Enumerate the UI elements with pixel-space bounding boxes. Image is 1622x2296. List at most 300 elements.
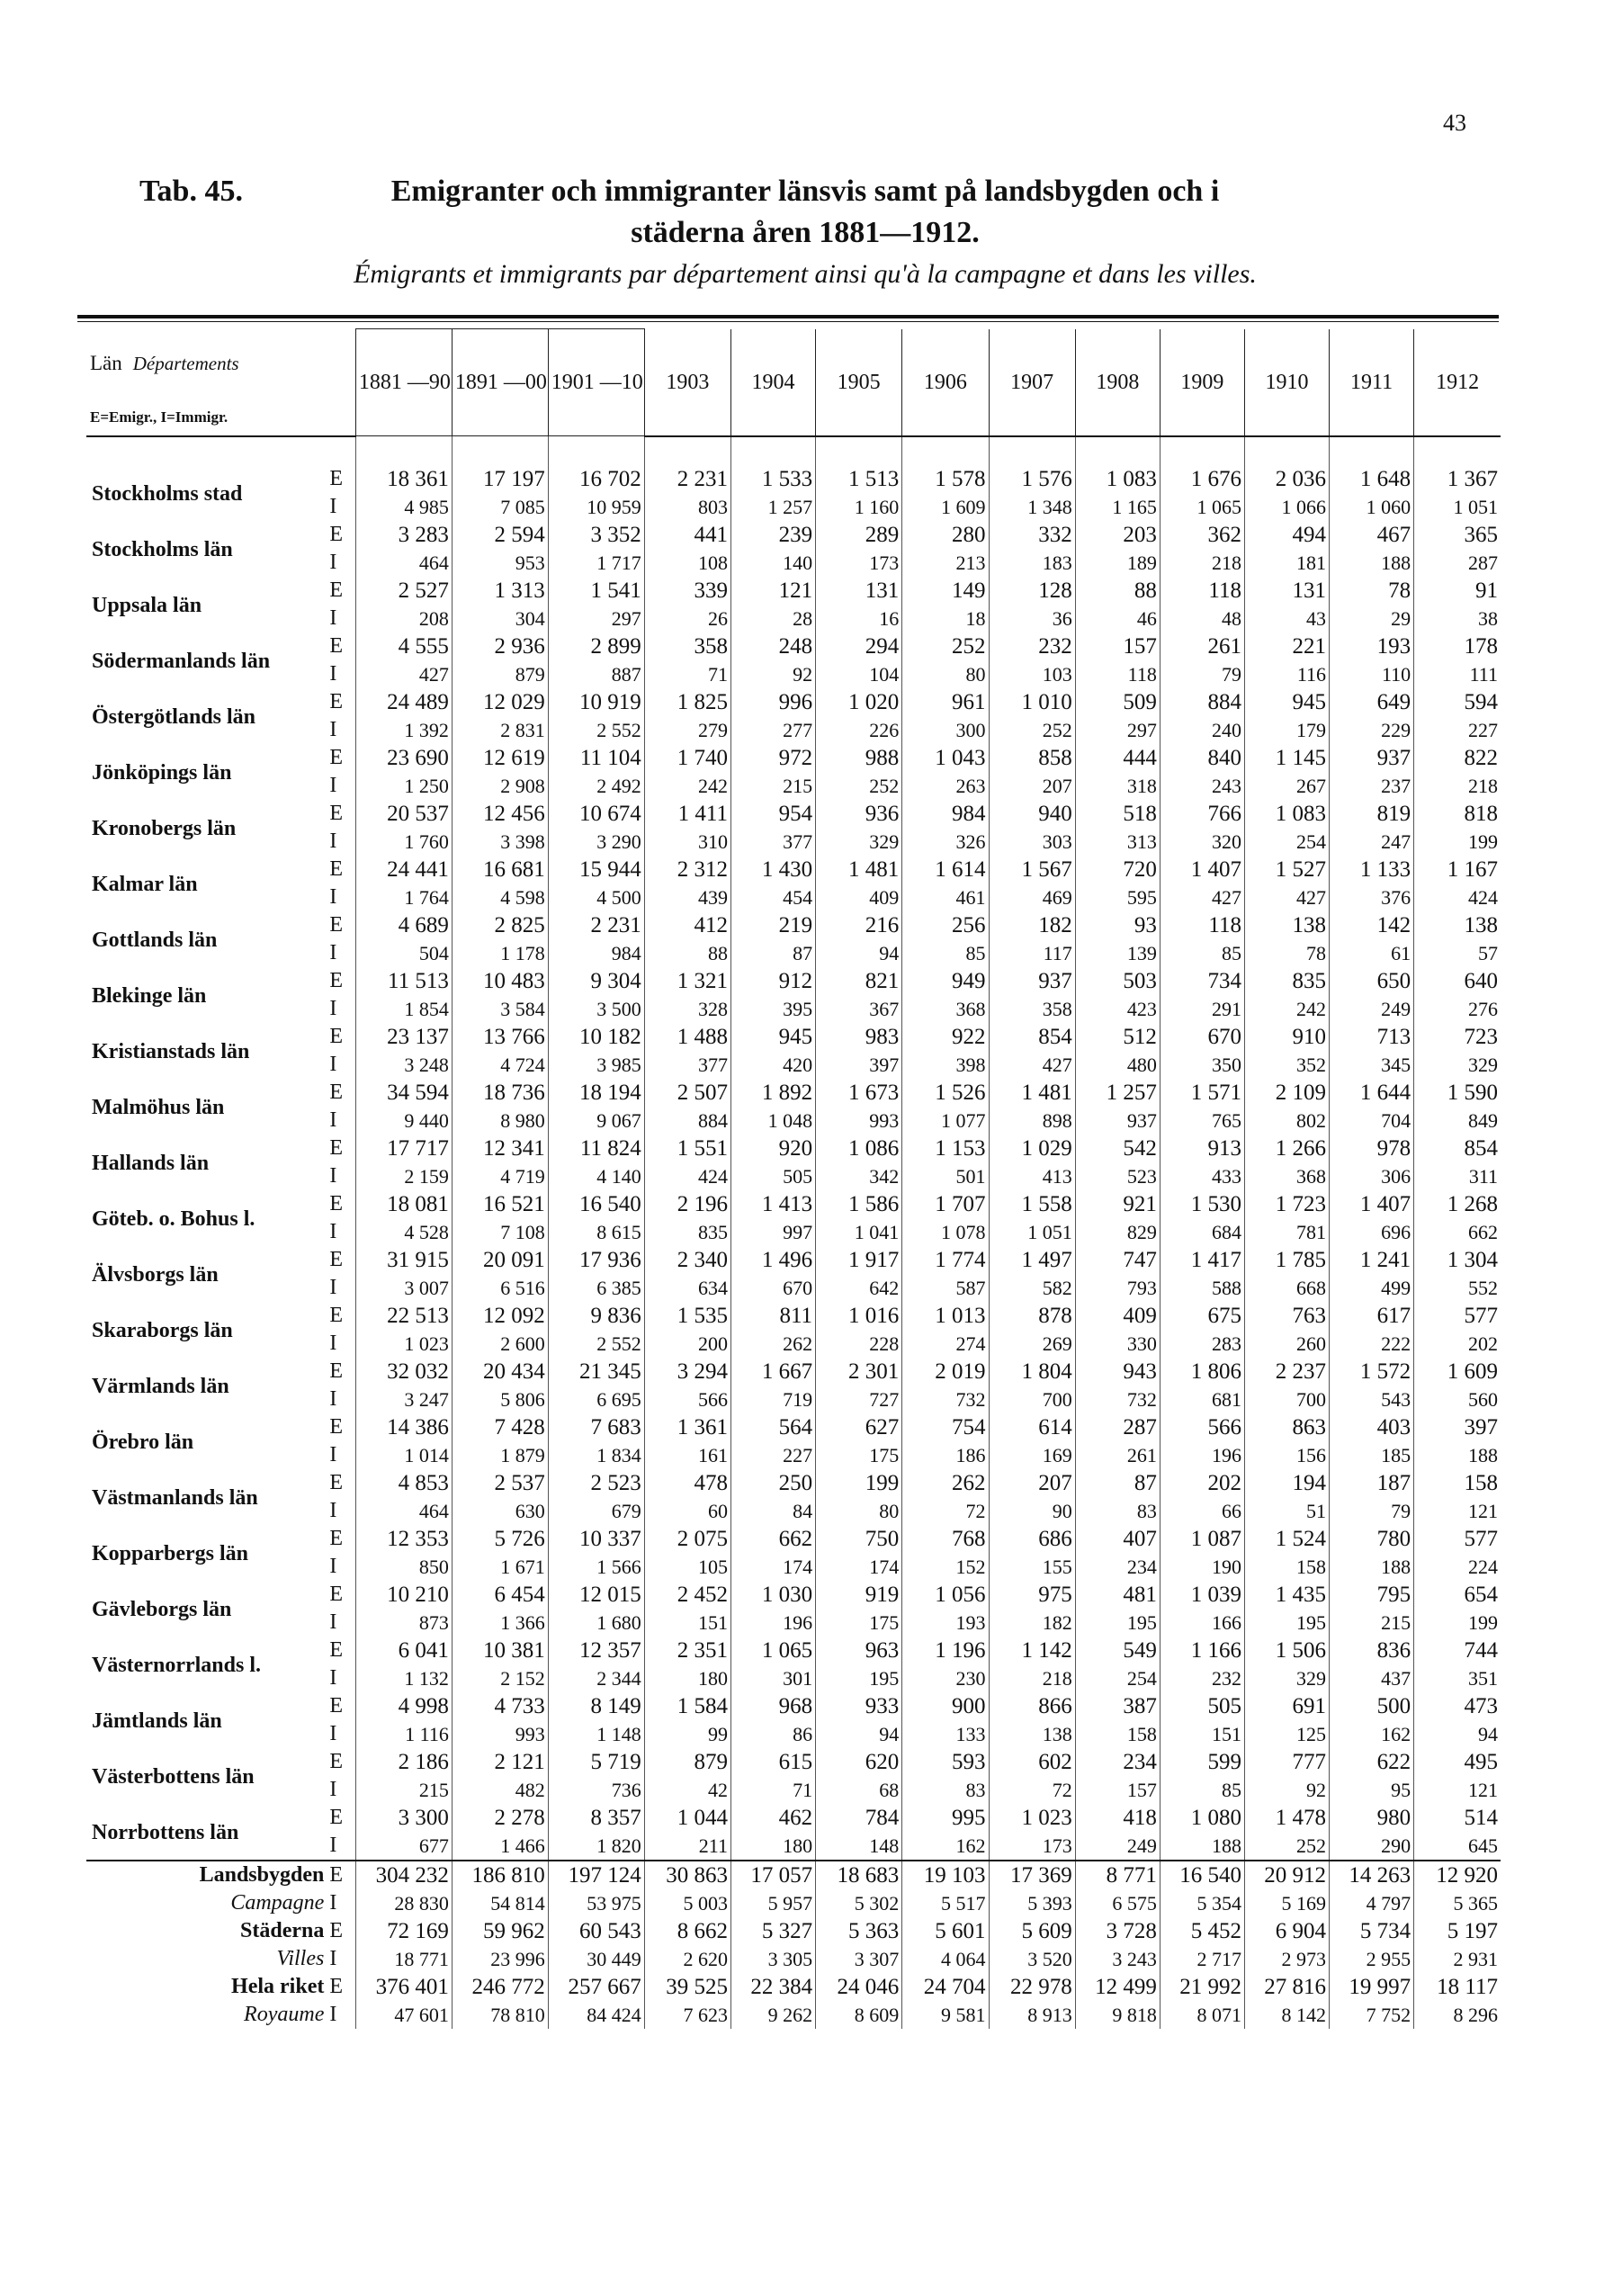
total-row xyxy=(86,1889,1501,1917)
value-cell: 252 xyxy=(816,772,902,800)
value-cell: 78 xyxy=(1244,939,1329,967)
table-row xyxy=(86,1469,1501,1497)
ei-marker: I xyxy=(329,605,337,630)
value-cell: 173 xyxy=(816,549,902,577)
value-cell: 3 243 xyxy=(1075,1945,1160,1973)
value-cell: 937 xyxy=(1330,744,1414,772)
value-cell: 1 257 xyxy=(1075,1079,1160,1107)
table-row xyxy=(86,1079,1501,1107)
value-cell: 403 xyxy=(1330,1413,1414,1441)
total-row xyxy=(86,1973,1501,2001)
value-cell: 945 xyxy=(1244,688,1329,716)
value-cell: 2 351 xyxy=(644,1637,730,1664)
value-cell: 884 xyxy=(644,1107,730,1135)
value-cell: 622 xyxy=(1330,1748,1414,1776)
value-cell: 91 xyxy=(1414,577,1501,605)
emigration-table xyxy=(86,328,1501,2029)
value-cell: 630 xyxy=(452,1497,548,1525)
county-label xyxy=(86,1748,327,1804)
value-cell: 649 xyxy=(1330,688,1414,716)
value-cell: 505 xyxy=(1160,1692,1244,1720)
total-label-fr: Villes xyxy=(276,1946,325,1970)
value-cell: 1 609 xyxy=(1414,1358,1501,1386)
value-cell: 9 440 xyxy=(355,1107,452,1135)
value-cell: 645 xyxy=(1414,1832,1501,1861)
value-cell: 5 517 xyxy=(902,1889,989,1917)
value-cell: 4 140 xyxy=(548,1162,644,1190)
value-cell: 218 xyxy=(989,1664,1075,1692)
value-cell: 518 xyxy=(1075,800,1160,828)
value-cell: 878 xyxy=(989,1302,1075,1330)
value-cell: 961 xyxy=(902,688,989,716)
value-cell: 437 xyxy=(1330,1664,1414,1692)
county-name: Södermanlands län xyxy=(92,649,271,673)
value-cell: 1 065 xyxy=(1160,493,1244,521)
value-cell: 329 xyxy=(816,828,902,856)
value-cell: 78 810 xyxy=(452,2001,548,2029)
value-cell: 242 xyxy=(644,772,730,800)
value-cell: 276 xyxy=(1414,995,1501,1023)
value-cell: 1 367 xyxy=(1414,465,1501,493)
table-row xyxy=(86,911,1501,939)
value-cell: 2 955 xyxy=(1330,1945,1414,1973)
value-cell: 802 xyxy=(1244,1107,1329,1135)
value-cell: 1 825 xyxy=(644,688,730,716)
value-cell: 1 478 xyxy=(1244,1804,1329,1832)
value-cell: 469 xyxy=(989,883,1075,911)
value-cell: 912 xyxy=(730,967,815,995)
value-cell: 615 xyxy=(730,1748,815,1776)
value-cell: 290 xyxy=(1330,1832,1414,1861)
table-row xyxy=(86,1637,1501,1664)
value-cell: 441 xyxy=(644,521,730,549)
county-name: Jämtlands län xyxy=(92,1709,222,1733)
value-cell: 634 xyxy=(644,1274,730,1302)
value-cell: 940 xyxy=(989,800,1075,828)
value-cell: 242 xyxy=(1244,995,1329,1023)
county-name: Älvsborgs län xyxy=(92,1262,219,1287)
col-header: 1881 —90 xyxy=(355,329,452,436)
value-cell: 22 384 xyxy=(730,1973,815,2001)
value-cell: 376 xyxy=(1330,883,1414,911)
value-cell: 252 xyxy=(902,632,989,660)
value-cell: 5 302 xyxy=(816,1889,902,1917)
value-cell: 7 752 xyxy=(1330,2001,1414,2029)
ei-marker: E xyxy=(329,912,344,937)
value-cell: 1 723 xyxy=(1244,1190,1329,1218)
value-cell: 993 xyxy=(452,1720,548,1748)
value-cell: 8 296 xyxy=(1414,2001,1501,2029)
value-cell: 461 xyxy=(902,883,989,911)
value-cell: 239 xyxy=(730,521,815,549)
ei-marker: I xyxy=(329,1498,337,1522)
value-cell: 427 xyxy=(989,1051,1075,1079)
value-cell: 954 xyxy=(730,800,815,828)
stub-header xyxy=(86,329,355,436)
value-cell: 736 xyxy=(548,1776,644,1804)
value-cell: 3 300 xyxy=(355,1804,452,1832)
ei-marker: E xyxy=(329,1470,344,1494)
ei-marker: E xyxy=(329,1024,344,1048)
header-row xyxy=(86,329,1501,436)
value-cell: 700 xyxy=(1244,1386,1329,1413)
value-cell: 1 250 xyxy=(355,772,452,800)
value-cell: 473 xyxy=(1414,1692,1501,1720)
value-cell: 850 xyxy=(355,1553,452,1581)
col-header: 1901 —10 xyxy=(548,329,644,436)
value-cell: 784 xyxy=(816,1804,902,1832)
ei-marker: E xyxy=(329,1918,344,1942)
value-cell: 328 xyxy=(644,995,730,1023)
col-header: 1911 xyxy=(1330,329,1414,436)
value-cell: 12 456 xyxy=(452,800,548,828)
value-cell: 53 975 xyxy=(548,1889,644,1917)
value-cell: 1 077 xyxy=(902,1107,989,1135)
value-cell: 22 513 xyxy=(355,1302,452,1330)
value-cell: 454 xyxy=(730,883,815,911)
value-cell: 6 575 xyxy=(1075,1889,1160,1917)
value-cell: 642 xyxy=(816,1274,902,1302)
value-cell: 6 516 xyxy=(452,1274,548,1302)
county-label xyxy=(86,1413,327,1469)
value-cell: 504 xyxy=(355,939,452,967)
value-cell: 196 xyxy=(730,1609,815,1637)
value-cell: 11 824 xyxy=(548,1135,644,1162)
value-cell: 2 492 xyxy=(548,772,644,800)
value-cell: 2 121 xyxy=(452,1748,548,1776)
value-cell: 99 xyxy=(644,1720,730,1748)
value-cell: 5 734 xyxy=(1330,1917,1414,1945)
table-row xyxy=(86,577,1501,605)
value-cell: 131 xyxy=(816,577,902,605)
value-cell: 691 xyxy=(1244,1692,1329,1720)
value-cell: 1 488 xyxy=(644,1023,730,1051)
value-cell: 260 xyxy=(1244,1330,1329,1358)
ei-marker: E xyxy=(329,1526,344,1550)
value-cell: 1 361 xyxy=(644,1413,730,1441)
ei-marker: E xyxy=(329,745,344,769)
value-cell: 6 695 xyxy=(548,1386,644,1413)
value-cell: 1 506 xyxy=(1244,1637,1329,1664)
value-cell: 2 152 xyxy=(452,1664,548,1692)
value-cell: 9 581 xyxy=(902,2001,989,2029)
value-cell: 262 xyxy=(902,1469,989,1497)
value-cell: 3 352 xyxy=(548,521,644,549)
value-cell: 151 xyxy=(644,1609,730,1637)
value-cell: 263 xyxy=(902,772,989,800)
value-cell: 1 060 xyxy=(1330,493,1414,521)
col-header: 1912 xyxy=(1414,329,1501,436)
header-rule-thick xyxy=(77,315,1499,318)
value-cell: 1 304 xyxy=(1414,1246,1501,1274)
value-cell: 732 xyxy=(1075,1386,1160,1413)
value-cell: 222 xyxy=(1330,1330,1414,1358)
value-cell: 215 xyxy=(730,772,815,800)
ei-marker: I xyxy=(329,1665,337,1690)
value-cell: 662 xyxy=(730,1525,815,1553)
value-cell: 1 584 xyxy=(644,1692,730,1720)
value-cell: 1 644 xyxy=(1330,1079,1414,1107)
county-name: Värmlands län xyxy=(92,1374,229,1398)
value-cell: 1 268 xyxy=(1414,1190,1501,1218)
value-cell: 587 xyxy=(902,1274,989,1302)
value-cell: 12 015 xyxy=(548,1581,644,1609)
value-cell: 1 417 xyxy=(1160,1246,1244,1274)
value-cell: 2 908 xyxy=(452,772,548,800)
value-cell: 158 xyxy=(1075,1720,1160,1748)
value-cell: 12 499 xyxy=(1075,1973,1160,2001)
ei-marker: E xyxy=(329,1414,344,1439)
value-cell: 279 xyxy=(644,716,730,744)
value-cell: 854 xyxy=(989,1023,1075,1051)
ei-marker: I xyxy=(329,1721,337,1745)
county-label xyxy=(86,1246,327,1302)
value-cell: 18 194 xyxy=(548,1079,644,1107)
value-cell: 1 535 xyxy=(644,1302,730,1330)
value-cell: 543 xyxy=(1330,1386,1414,1413)
value-cell: 654 xyxy=(1414,1581,1501,1609)
ei-marker: I xyxy=(329,1052,337,1076)
value-cell: 66 xyxy=(1160,1497,1244,1525)
value-cell: 297 xyxy=(1075,716,1160,744)
col-header: 1908 xyxy=(1075,329,1160,436)
value-cell: 2 523 xyxy=(548,1469,644,1497)
value-cell: 16 521 xyxy=(452,1190,548,1218)
value-cell: 83 xyxy=(902,1776,989,1804)
table-row xyxy=(86,1804,1501,1832)
county-name: Kalmar län xyxy=(92,872,198,896)
value-cell: 215 xyxy=(1330,1609,1414,1637)
county-name: Västerbottens län xyxy=(92,1764,255,1789)
value-cell: 12 092 xyxy=(452,1302,548,1330)
value-cell: 87 xyxy=(1075,1469,1160,1497)
value-cell: 72 xyxy=(902,1497,989,1525)
col-header: 1905 xyxy=(816,329,902,436)
value-cell: 197 124 xyxy=(548,1861,644,1889)
value-cell: 23 137 xyxy=(355,1023,452,1051)
value-cell: 332 xyxy=(989,521,1075,549)
value-cell: 1 541 xyxy=(548,577,644,605)
value-cell: 303 xyxy=(989,828,1075,856)
value-cell: 10 182 xyxy=(548,1023,644,1051)
value-cell: 16 702 xyxy=(548,465,644,493)
county-name: Hallands län xyxy=(92,1151,210,1175)
value-cell: 681 xyxy=(1160,1386,1244,1413)
value-cell: 3 283 xyxy=(355,521,452,549)
value-cell: 4 500 xyxy=(548,883,644,911)
value-cell: 1 673 xyxy=(816,1079,902,1107)
value-cell: 188 xyxy=(1160,1832,1244,1861)
value-cell: 254 xyxy=(1075,1664,1160,1692)
value-cell: 512 xyxy=(1075,1023,1160,1051)
value-cell: 407 xyxy=(1075,1525,1160,1553)
value-cell: 978 xyxy=(1330,1135,1414,1162)
value-cell: 1 014 xyxy=(355,1441,452,1469)
county-label xyxy=(86,521,327,577)
value-cell: 650 xyxy=(1330,967,1414,995)
value-cell: 48 xyxy=(1160,605,1244,632)
value-cell: 252 xyxy=(989,716,1075,744)
stub-legend: E=Emigr., I=Immigr. xyxy=(90,408,229,426)
value-cell: 240 xyxy=(1160,716,1244,744)
county-label xyxy=(86,688,327,744)
value-cell: 3 584 xyxy=(452,995,548,1023)
value-cell: 968 xyxy=(730,1692,815,1720)
value-cell: 1 571 xyxy=(1160,1079,1244,1107)
value-cell: 30 863 xyxy=(644,1861,730,1889)
ei-marker: I xyxy=(329,773,337,797)
value-cell: 1 083 xyxy=(1075,465,1160,493)
ei-marker: E xyxy=(329,1303,344,1327)
ei-marker: I xyxy=(329,717,337,741)
value-cell: 514 xyxy=(1414,1804,1501,1832)
value-cell: 412 xyxy=(644,911,730,939)
value-cell: 696 xyxy=(1330,1218,1414,1246)
value-cell: 1 083 xyxy=(1244,800,1329,828)
value-cell: 564 xyxy=(730,1413,815,1441)
value-cell: 9 818 xyxy=(1075,2001,1160,2029)
county-label xyxy=(86,1302,327,1358)
county-label xyxy=(86,1135,327,1190)
value-cell: 2 831 xyxy=(452,716,548,744)
county-label xyxy=(86,632,327,688)
county-label xyxy=(86,1023,327,1079)
value-cell: 873 xyxy=(355,1609,452,1637)
county-name: Göteb. o. Bohus l. xyxy=(92,1206,255,1231)
value-cell: 232 xyxy=(989,632,1075,660)
value-cell: 173 xyxy=(989,1832,1075,1861)
total-label-fr: Campagne xyxy=(230,1890,325,1915)
col-header: 1903 xyxy=(644,329,730,436)
value-cell: 2 109 xyxy=(1244,1079,1329,1107)
value-cell: 763 xyxy=(1244,1302,1329,1330)
value-cell: 118 xyxy=(1160,911,1244,939)
value-cell: 345 xyxy=(1330,1051,1414,1079)
table-number: Tab. 45. xyxy=(139,175,243,208)
value-cell: 23 690 xyxy=(355,744,452,772)
value-cell: 984 xyxy=(548,939,644,967)
value-cell: 248 xyxy=(730,632,815,660)
value-cell: 4 985 xyxy=(355,493,452,521)
value-cell: 376 401 xyxy=(355,1973,452,2001)
col-header: 1891 —00 xyxy=(452,329,548,436)
value-cell: 418 xyxy=(1075,1804,1160,1832)
total-label: Städerna xyxy=(240,1918,325,1942)
value-cell: 162 xyxy=(902,1832,989,1861)
value-cell: 997 xyxy=(730,1218,815,1246)
value-cell: 9 262 xyxy=(730,2001,815,2029)
value-cell: 1 586 xyxy=(816,1190,902,1218)
value-cell: 593 xyxy=(902,1748,989,1776)
value-cell: 94 xyxy=(1414,1720,1501,1748)
value-cell: 4 689 xyxy=(355,911,452,939)
col-header: 1909 xyxy=(1160,329,1244,436)
value-cell: 423 xyxy=(1075,995,1160,1023)
value-cell: 79 xyxy=(1160,660,1244,688)
value-cell: 1 016 xyxy=(816,1302,902,1330)
value-cell: 4 555 xyxy=(355,632,452,660)
value-cell: 11 513 xyxy=(355,967,452,995)
value-cell: 835 xyxy=(1244,967,1329,995)
stub-lan: Län xyxy=(90,351,122,374)
county-name: Stockholms stad xyxy=(92,481,243,506)
title-line-2: städerna åren 1881—1912. xyxy=(631,216,980,249)
value-cell: 291 xyxy=(1160,995,1244,1023)
value-cell: 670 xyxy=(730,1274,815,1302)
value-cell: 910 xyxy=(1244,1023,1329,1051)
value-cell: 230 xyxy=(902,1664,989,1692)
value-cell: 195 xyxy=(1075,1609,1160,1637)
value-cell: 919 xyxy=(816,1581,902,1609)
value-cell: 269 xyxy=(989,1330,1075,1358)
value-cell: 1 413 xyxy=(730,1190,815,1218)
value-cell: 261 xyxy=(1075,1441,1160,1469)
value-cell: 71 xyxy=(730,1776,815,1804)
value-cell: 1 533 xyxy=(730,465,815,493)
value-cell: 1 566 xyxy=(548,1553,644,1581)
value-cell: 1 056 xyxy=(902,1581,989,1609)
county-label xyxy=(86,1358,327,1413)
value-cell: 599 xyxy=(1160,1748,1244,1776)
value-cell: 175 xyxy=(816,1441,902,1469)
value-cell: 464 xyxy=(355,1497,452,1525)
value-cell: 84 424 xyxy=(548,2001,644,2029)
value-cell: 287 xyxy=(1414,549,1501,577)
ei-marker: I xyxy=(329,996,337,1020)
value-cell: 781 xyxy=(1244,1218,1329,1246)
value-cell: 18 683 xyxy=(816,1861,902,1889)
value-cell: 1 590 xyxy=(1414,1079,1501,1107)
table-row xyxy=(86,1413,1501,1441)
county-label xyxy=(86,856,327,911)
table-row xyxy=(86,1246,1501,1274)
value-cell: 1 411 xyxy=(644,800,730,828)
value-cell: 2 552 xyxy=(548,716,644,744)
value-cell: 1 366 xyxy=(452,1609,548,1637)
value-cell: 793 xyxy=(1075,1274,1160,1302)
value-cell: 196 xyxy=(1160,1441,1244,1469)
value-cell: 953 xyxy=(452,549,548,577)
value-cell: 2 019 xyxy=(902,1358,989,1386)
value-cell: 503 xyxy=(1075,967,1160,995)
value-cell: 152 xyxy=(902,1553,989,1581)
value-cell: 187 xyxy=(1330,1469,1414,1497)
value-cell: 368 xyxy=(902,995,989,1023)
ei-marker: I xyxy=(329,1275,337,1299)
value-cell: 180 xyxy=(730,1832,815,1861)
value-cell: 887 xyxy=(548,660,644,688)
value-cell: 29 xyxy=(1330,605,1414,632)
value-cell: 462 xyxy=(730,1804,815,1832)
table-row xyxy=(86,1190,1501,1218)
value-cell: 1 834 xyxy=(548,1441,644,1469)
value-cell: 1 023 xyxy=(355,1330,452,1358)
value-cell: 1 165 xyxy=(1075,493,1160,521)
value-cell: 189 xyxy=(1075,549,1160,577)
value-cell: 213 xyxy=(902,549,989,577)
value-cell: 180 xyxy=(644,1664,730,1692)
county-name: Kristianstads län xyxy=(92,1039,250,1063)
value-cell: 1 609 xyxy=(902,493,989,521)
value-cell: 6 041 xyxy=(355,1637,452,1664)
value-cell: 936 xyxy=(816,800,902,828)
value-cell: 304 232 xyxy=(355,1861,452,1889)
value-cell: 552 xyxy=(1414,1274,1501,1302)
county-name: Kronobergs län xyxy=(92,816,237,840)
value-cell: 795 xyxy=(1330,1581,1414,1609)
value-cell: 47 601 xyxy=(355,2001,452,2029)
value-cell: 3 500 xyxy=(548,995,644,1023)
